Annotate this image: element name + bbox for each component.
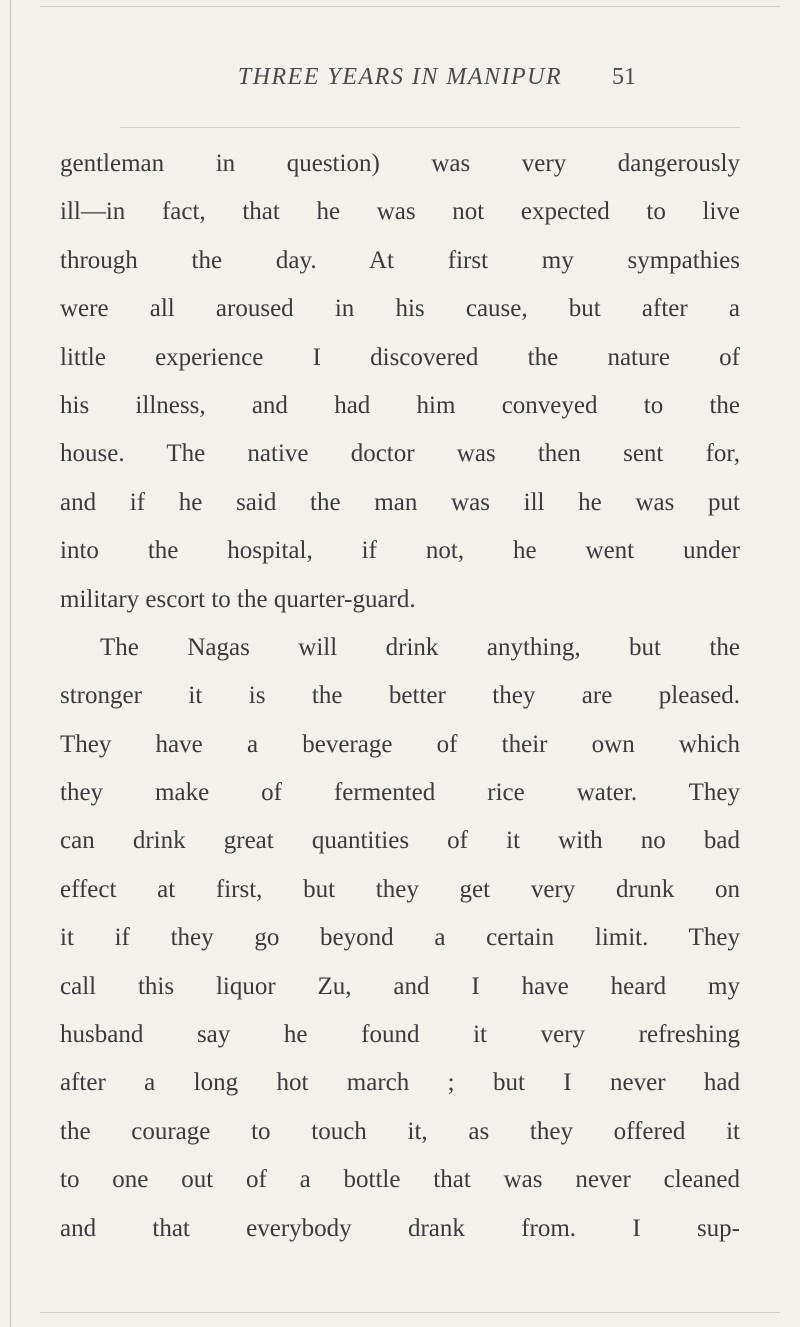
page-edge-line (10, 0, 11, 1327)
running-head (0, 64, 800, 104)
text-line: stronger it is the better they are pleased. (60, 682, 740, 710)
text-line: and if he said the man was ill he was put (60, 488, 740, 516)
header-rule (120, 127, 740, 128)
text-line: after a long hot march ; but I never had (60, 1069, 740, 1097)
text-line: They have a beverage of their own which (60, 730, 740, 758)
text-line: his illness, and had him conveyed to the (60, 391, 740, 419)
text-line: through the day. At first my sympathies (60, 246, 740, 274)
text-line: house. The native doctor was then sent for, (60, 440, 740, 468)
text-line: to one out of a bottle that was never cleaned (60, 1166, 740, 1194)
text-line: into the hospital, if not, he went under (60, 537, 740, 565)
running-title: THREE YEARS IN MANIPUR (237, 64, 563, 90)
text-line: and that everybody drank from. I sup- (60, 1214, 740, 1242)
page-number: 51 (612, 64, 636, 90)
text-line: can drink great quantities of it with no bad (60, 827, 740, 855)
text-line: gentleman in question) was very dangerously (60, 150, 740, 177)
text-line: husband say he found it very refreshing (60, 1021, 740, 1049)
text-line: effect at first, but they get very drunk on (60, 875, 740, 903)
text-line: it if they go beyond a certain limit. They (60, 924, 740, 952)
paragraph-end-line: military escort to the quarter-guard. (60, 585, 416, 613)
body-text (60, 140, 740, 1253)
top-edge-rule (40, 6, 780, 7)
text-line: little experience I discovered the nature of (60, 343, 740, 371)
text-line: they make of fermented rice water. They (60, 779, 740, 807)
text-line: the courage to touch it, as they offered it (60, 1117, 740, 1145)
bottom-edge-rule (40, 1312, 780, 1313)
text-line: were all aroused in his cause, but after a (60, 295, 740, 323)
text-line: ill—in fact, that he was not expected to live (60, 198, 740, 226)
paragraph-start-line: The Nagas will drink anything, but the (100, 633, 740, 661)
text-line: call this liquor Zu, and I have heard my (60, 972, 740, 1000)
